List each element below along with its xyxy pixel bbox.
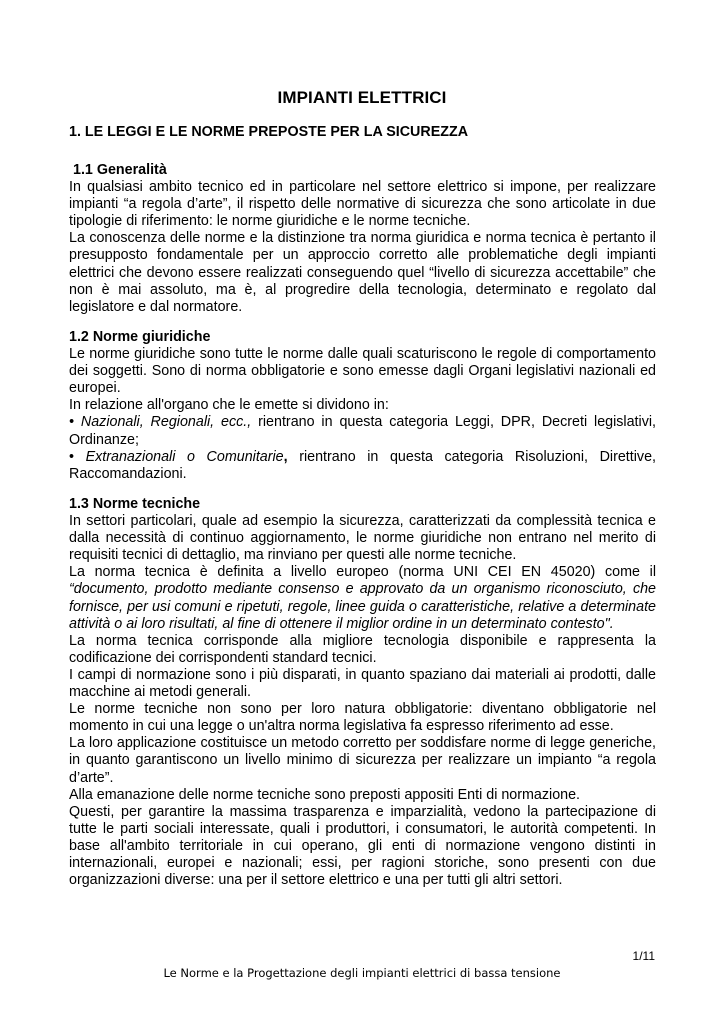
section-1-3 — [69, 496, 656, 889]
bullet-text: rientrano in questa categoria Leggi, DPR, Decreti legislativi, Ordinanze; — [69, 414, 656, 448]
paragraph: Questi, per garantire la massima trasparenza e imparzialità, vedono la partecipazione di tutte le parti sociali interessate, quali i produttori, i consumatori, le autorità competenti. In base all'ambito territoriale in cui operano, gli enti di normazione vengono distinti in internazionali, europei e nazionali; essi, per ragioni storiche, sono presenti con due organizzazioni diverse: una per il settore elettrico e una per tutti gli altri settori. — [69, 803, 656, 889]
bullet-italic: Extranazionali o Comunitarie — [85, 448, 284, 465]
paragraph: In qualsiasi ambito tecnico ed in particolare nel settore elettrico si impone, per realizzare impianti “a regola d’arte”, il rispetto delle normative di sicurezza che sono articolate in due tipologie di riferimento: le norme giuridiche e le norme tecniche. — [69, 179, 656, 230]
paragraph: La loro applicazione costituisce un metodo corretto per soddisfare norme di legge generiche, in quanto garantiscono un livello minimo di sicurezza per realizzare un impianto “a regola d’arte”. — [69, 735, 656, 786]
paragraph: I campi di normazione sono i più disparati, in quanto spaziano dai materiali ai prodotti, dalle macchine ai metodi generali. — [69, 666, 656, 701]
paragraph: Le norme tecniche non sono per loro natura obbligatorie: diventano obbligatorie nel momento in cui una legge o un'altra norma legislativa fa espresso riferimento ad esse. — [69, 701, 656, 735]
section-1-3-heading: 1.3 Norme tecniche — [69, 496, 201, 512]
paragraph-text: La norma tecnica è definita a livello europeo (norma UNI CEI EN 45020) come il — [69, 564, 656, 581]
paragraph: Le norme giuridiche sono tutte le norme dalle quali scaturiscono le regole di comportamento dei soggetti. Sono di norma obbligatorie e sono emesse dagli Organi legislativi nazionali ed europei. — [69, 346, 656, 397]
bullet-item — [69, 449, 656, 483]
bullet-item — [69, 414, 656, 448]
paragraph: In settori particolari, quale ad esempio la sicurezza, caratterizzati da complessità tecnica e dalla necessità di continuo aggiornamento, le norme giuridiche non entrano nel merito di requisiti tecnici di dettaglio, ma rinviano per questi alle norme tecniche. — [69, 513, 656, 564]
paragraph: In relazione all'organo che le emette si dividono in: — [69, 397, 389, 414]
section-1-1-heading: 1.1 Generalità — [73, 162, 167, 178]
bullet-comma: , — [283, 448, 288, 465]
section-1-heading: 1. LE LEGGI E LE NORME PREPOSTE PER LA SICUREZZA — [69, 124, 469, 140]
paragraph — [69, 564, 656, 632]
paragraph: Alla emanazione delle norme tecniche sono preposti appositi Enti di normazione. — [69, 786, 581, 803]
bullet-prefix: • — [69, 448, 86, 465]
paragraph: La conoscenza delle norme e la distinzione tra norma giuridica e norma tecnica è pertanto il presupposto fondamentale per un approccio corretto alle problematiche degli impianti elettrici che devono essere realizzati conseguendo quel “livello di sicurezza accettabile” che non è mai assoluto, ma è, al progredire della tecnologia, determinato e regolato dal legislatore e dal normatore. — [69, 230, 656, 315]
definition-quote: “documento, prodotto mediante consenso e approvato da un organismo riconosciuto, che fornisce, per usi comuni e ripetuti, regole, linee guida o caratteristiche, relative a determinate attività o ai loro risultati, al fine di ottenere il miglior ordine in un determinato contesto". — [69, 581, 656, 632]
bullet-italic: • Nazionali, Regionali, ecc., — [69, 414, 252, 431]
document-title: IMPIANTI ELETTRICI — [277, 88, 447, 107]
bullet-text: rientrano in questa categoria Risoluzioni, Direttive, Raccomandazioni. — [69, 448, 657, 482]
section-1-2 — [69, 329, 656, 483]
footer-text: Le Norme e la Progettazione degli impianti elettrici di bassa tensione — [163, 966, 561, 980]
page-number: 1/11 — [632, 949, 655, 963]
paragraph: La norma tecnica corrisponde alla migliore tecnologia disponibile e rappresenta la codificazione dei corrispondenti standard tecnici. — [69, 632, 656, 666]
section-1-2-heading: 1.2 Norme giuridiche — [69, 329, 211, 345]
section-1-1 — [69, 162, 656, 316]
